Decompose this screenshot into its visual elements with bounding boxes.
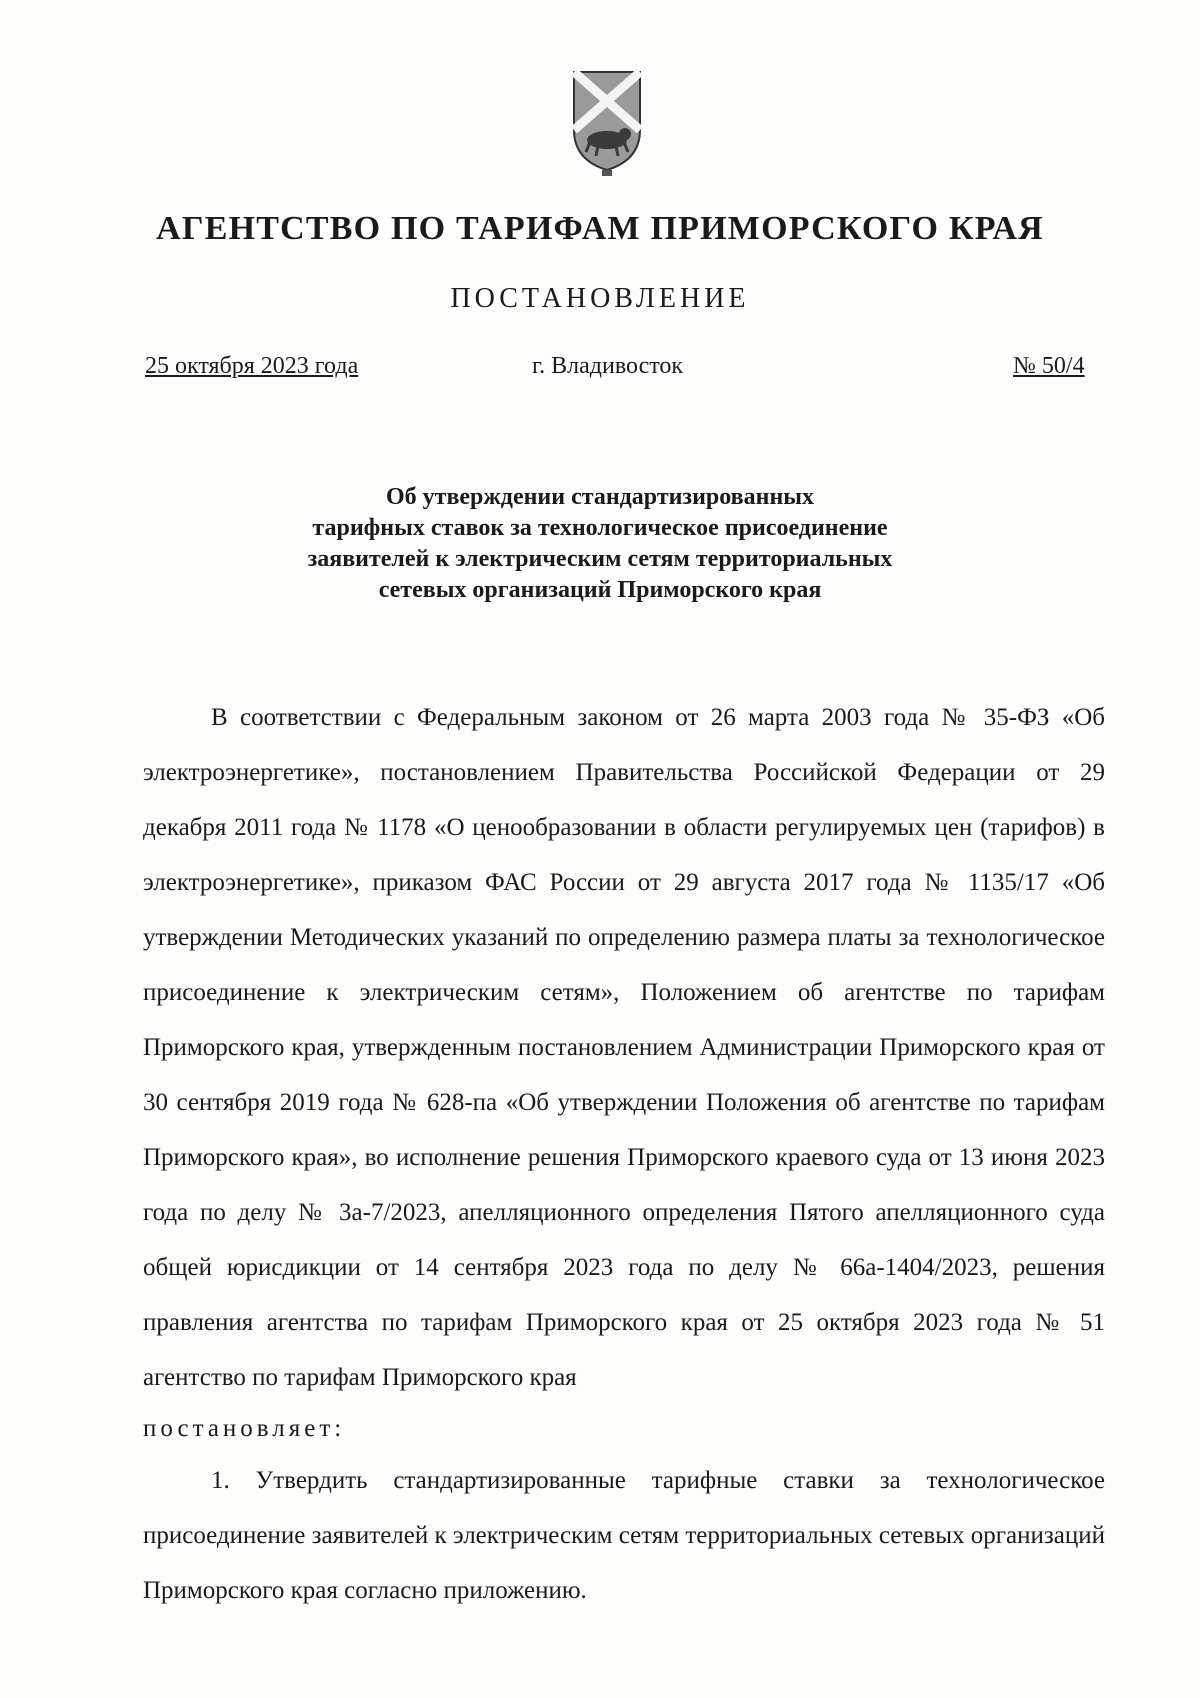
title-line: Об утверждении стандартизированных	[385, 484, 815, 510]
preamble-paragraph: В соответствии с Федеральным законом от 26 марта 2003 года № 35-ФЗ «Об электроэнергетике», постановлением Правительства Российской Федерации от 29 декабря 2011 года № 1178 «О ценообразовании в области регулируемых цен (тарифов) в электроэнергетике», приказом ФАС России от 29 августа 2017 года № 1135/17 «Об утверждении Методических указаний по определению размера платы за технологическое присоединение к электрическим сетям», Положением об агентстве по тарифам Приморского края, утвержденным постановлением Администрации Приморского края от 30 сентября 2019 года № 628-па «Об утверждении Положения об агентстве по тарифам Приморского края», во исполнение решения Приморского краевого суда от 13 июня 2023 года по делу № 3а-7/2023, апелляционного определения Пятого апелляционного суда общей юрисдикции от 14 сентября 2023 года по делу № 66а-1404/2023, решения правления агентства по тарифам Приморского края от 25 октября 2023 года № 51 агентство по тарифам Приморского края	[143, 704, 1105, 1391]
document-title	[0, 482, 1200, 606]
document-date: 25 октября 2023 года	[145, 353, 359, 379]
document-number: № 50/4	[1013, 353, 1085, 379]
primorsky-krai-coat-of-arms-icon	[570, 68, 644, 180]
resolves-word: постановляет:	[143, 1415, 346, 1442]
title-line: заявителей к электрическим сетям территориальных	[307, 546, 893, 572]
title-line: сетевых организаций Приморского края	[378, 577, 822, 603]
document-body	[143, 690, 1105, 1618]
title-line: тарифных ставок за технологическое присоединение	[312, 515, 888, 541]
agency-name: АГЕНТСТВО ПО ТАРИФАМ ПРИМОРСКОГО КРАЯ	[156, 210, 1044, 247]
document-type: ПОСТАНОВЛЕНИЕ	[450, 283, 750, 314]
resolution-item-1: 1. Утвердить стандартизированные тарифные ставки за технологическое присоединение заявителей к электрическим сетям территориальных сетевых организаций Приморского края согласно приложению.	[143, 1467, 1105, 1604]
document-city: г. Владивосток	[532, 353, 684, 379]
